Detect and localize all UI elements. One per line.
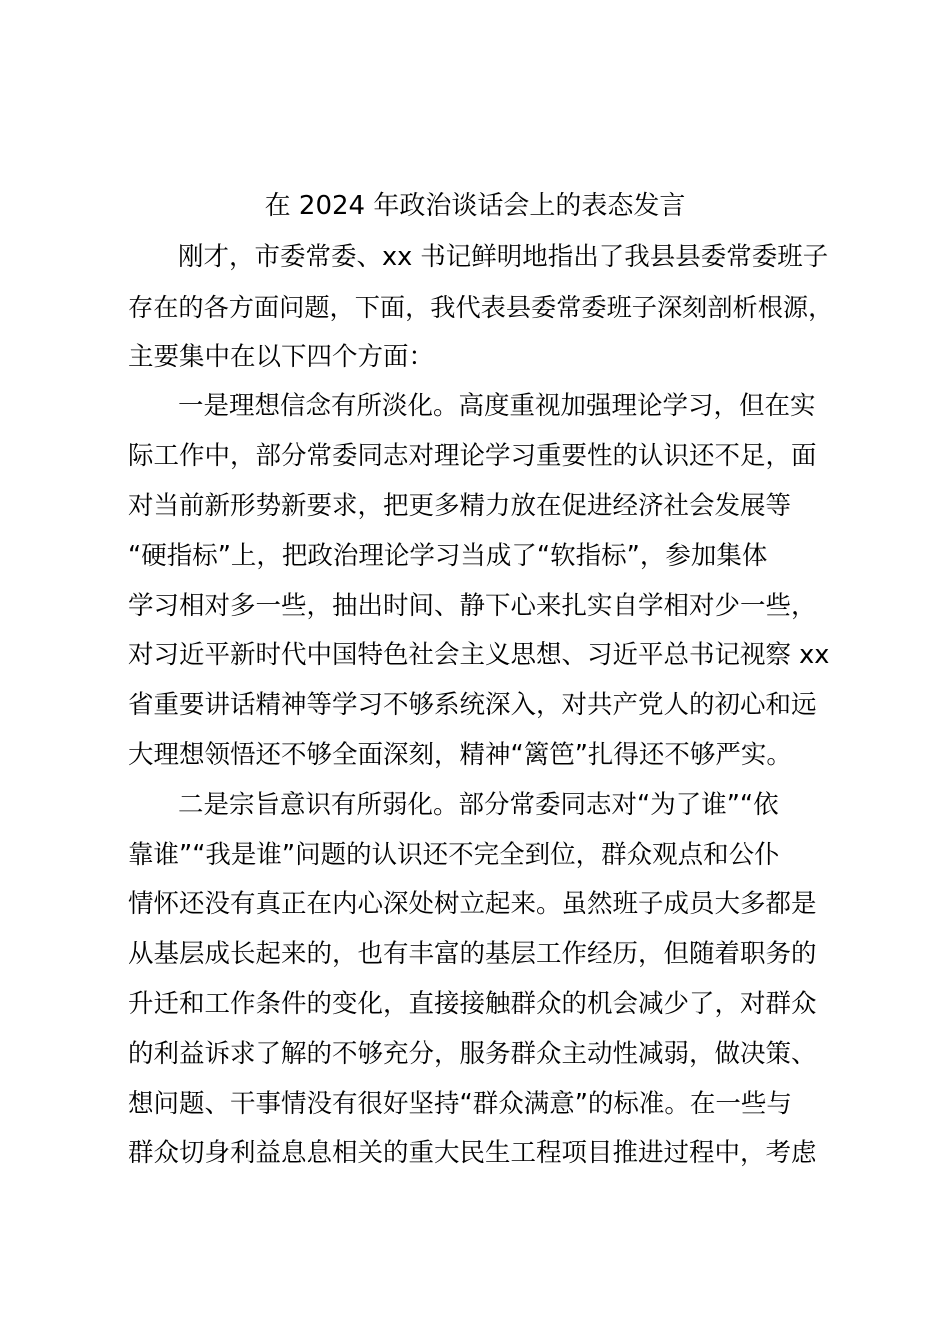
text-line: 际工作中，部分常委同志对理论学习重要性的认识还不足，面 bbox=[128, 441, 817, 472]
text-line: 大理想领悟还不够全面深刻，精神“篱笆”扎得还不够严实。 bbox=[128, 739, 792, 770]
text-line: 对当前新形势新要求，把更多精力放在促进经济社会发展等 bbox=[128, 490, 792, 521]
document-body bbox=[128, 233, 833, 1179]
text-line: 刚才，市委常委、xx 书记鲜明地指出了我县县委常委班子 bbox=[178, 242, 829, 272]
text-line: 学习相对多一些，抽出时间、静下心来扎实自学相对少一些， bbox=[128, 590, 817, 621]
text-line: 存在的各方面问题，下面，我代表县委常委班子深刻剖析根源， bbox=[128, 292, 834, 322]
text-line: 升迁和工作条件的变化，直接接触群众的机会减少了，对群众 bbox=[128, 988, 817, 1019]
text-line: 的利益诉求了解的不够充分，服务群众主动性减弱，做决策、 bbox=[128, 1038, 817, 1069]
text-line: 主要集中在以下四个方面： bbox=[128, 341, 435, 372]
text-line: 靠谁”“我是谁”问题的认识还不完全到位，群众观点和公仆 bbox=[128, 839, 780, 870]
text-line: 二是宗旨意识有所弱化。部分常委同志对“为了谁”“依 bbox=[178, 789, 779, 820]
text-line: 想问题、干事情没有很好坚持“群众满意”的标准。在一些与 bbox=[128, 1088, 792, 1119]
text-line: 群众切身利益息息相关的重大民生工程项目推进过程中，考虑 bbox=[128, 1138, 817, 1169]
text-line: “硬指标”上，把政治理论学习当成了“软指标”，参加集体 bbox=[128, 540, 768, 571]
document-title: 在 2024 年政治谈话会上的表态发言 bbox=[264, 191, 686, 221]
text-line: 省重要讲话精神等学习不够系统深入，对共产党人的初心和远 bbox=[128, 690, 817, 721]
text-line: 情怀还没有真正在内心深处树立起来。虽然班子成员大多都是 bbox=[128, 889, 817, 920]
text-line: 对习近平新时代中国特色社会主义思想、习近平总书记视察 xx bbox=[128, 640, 830, 671]
text-line: 一是理想信念有所淡化。高度重视加强理论学习，但在实 bbox=[178, 391, 816, 422]
text-line: 从基层成长起来的，也有丰富的基层工作经历，但随着职务的 bbox=[128, 939, 817, 970]
